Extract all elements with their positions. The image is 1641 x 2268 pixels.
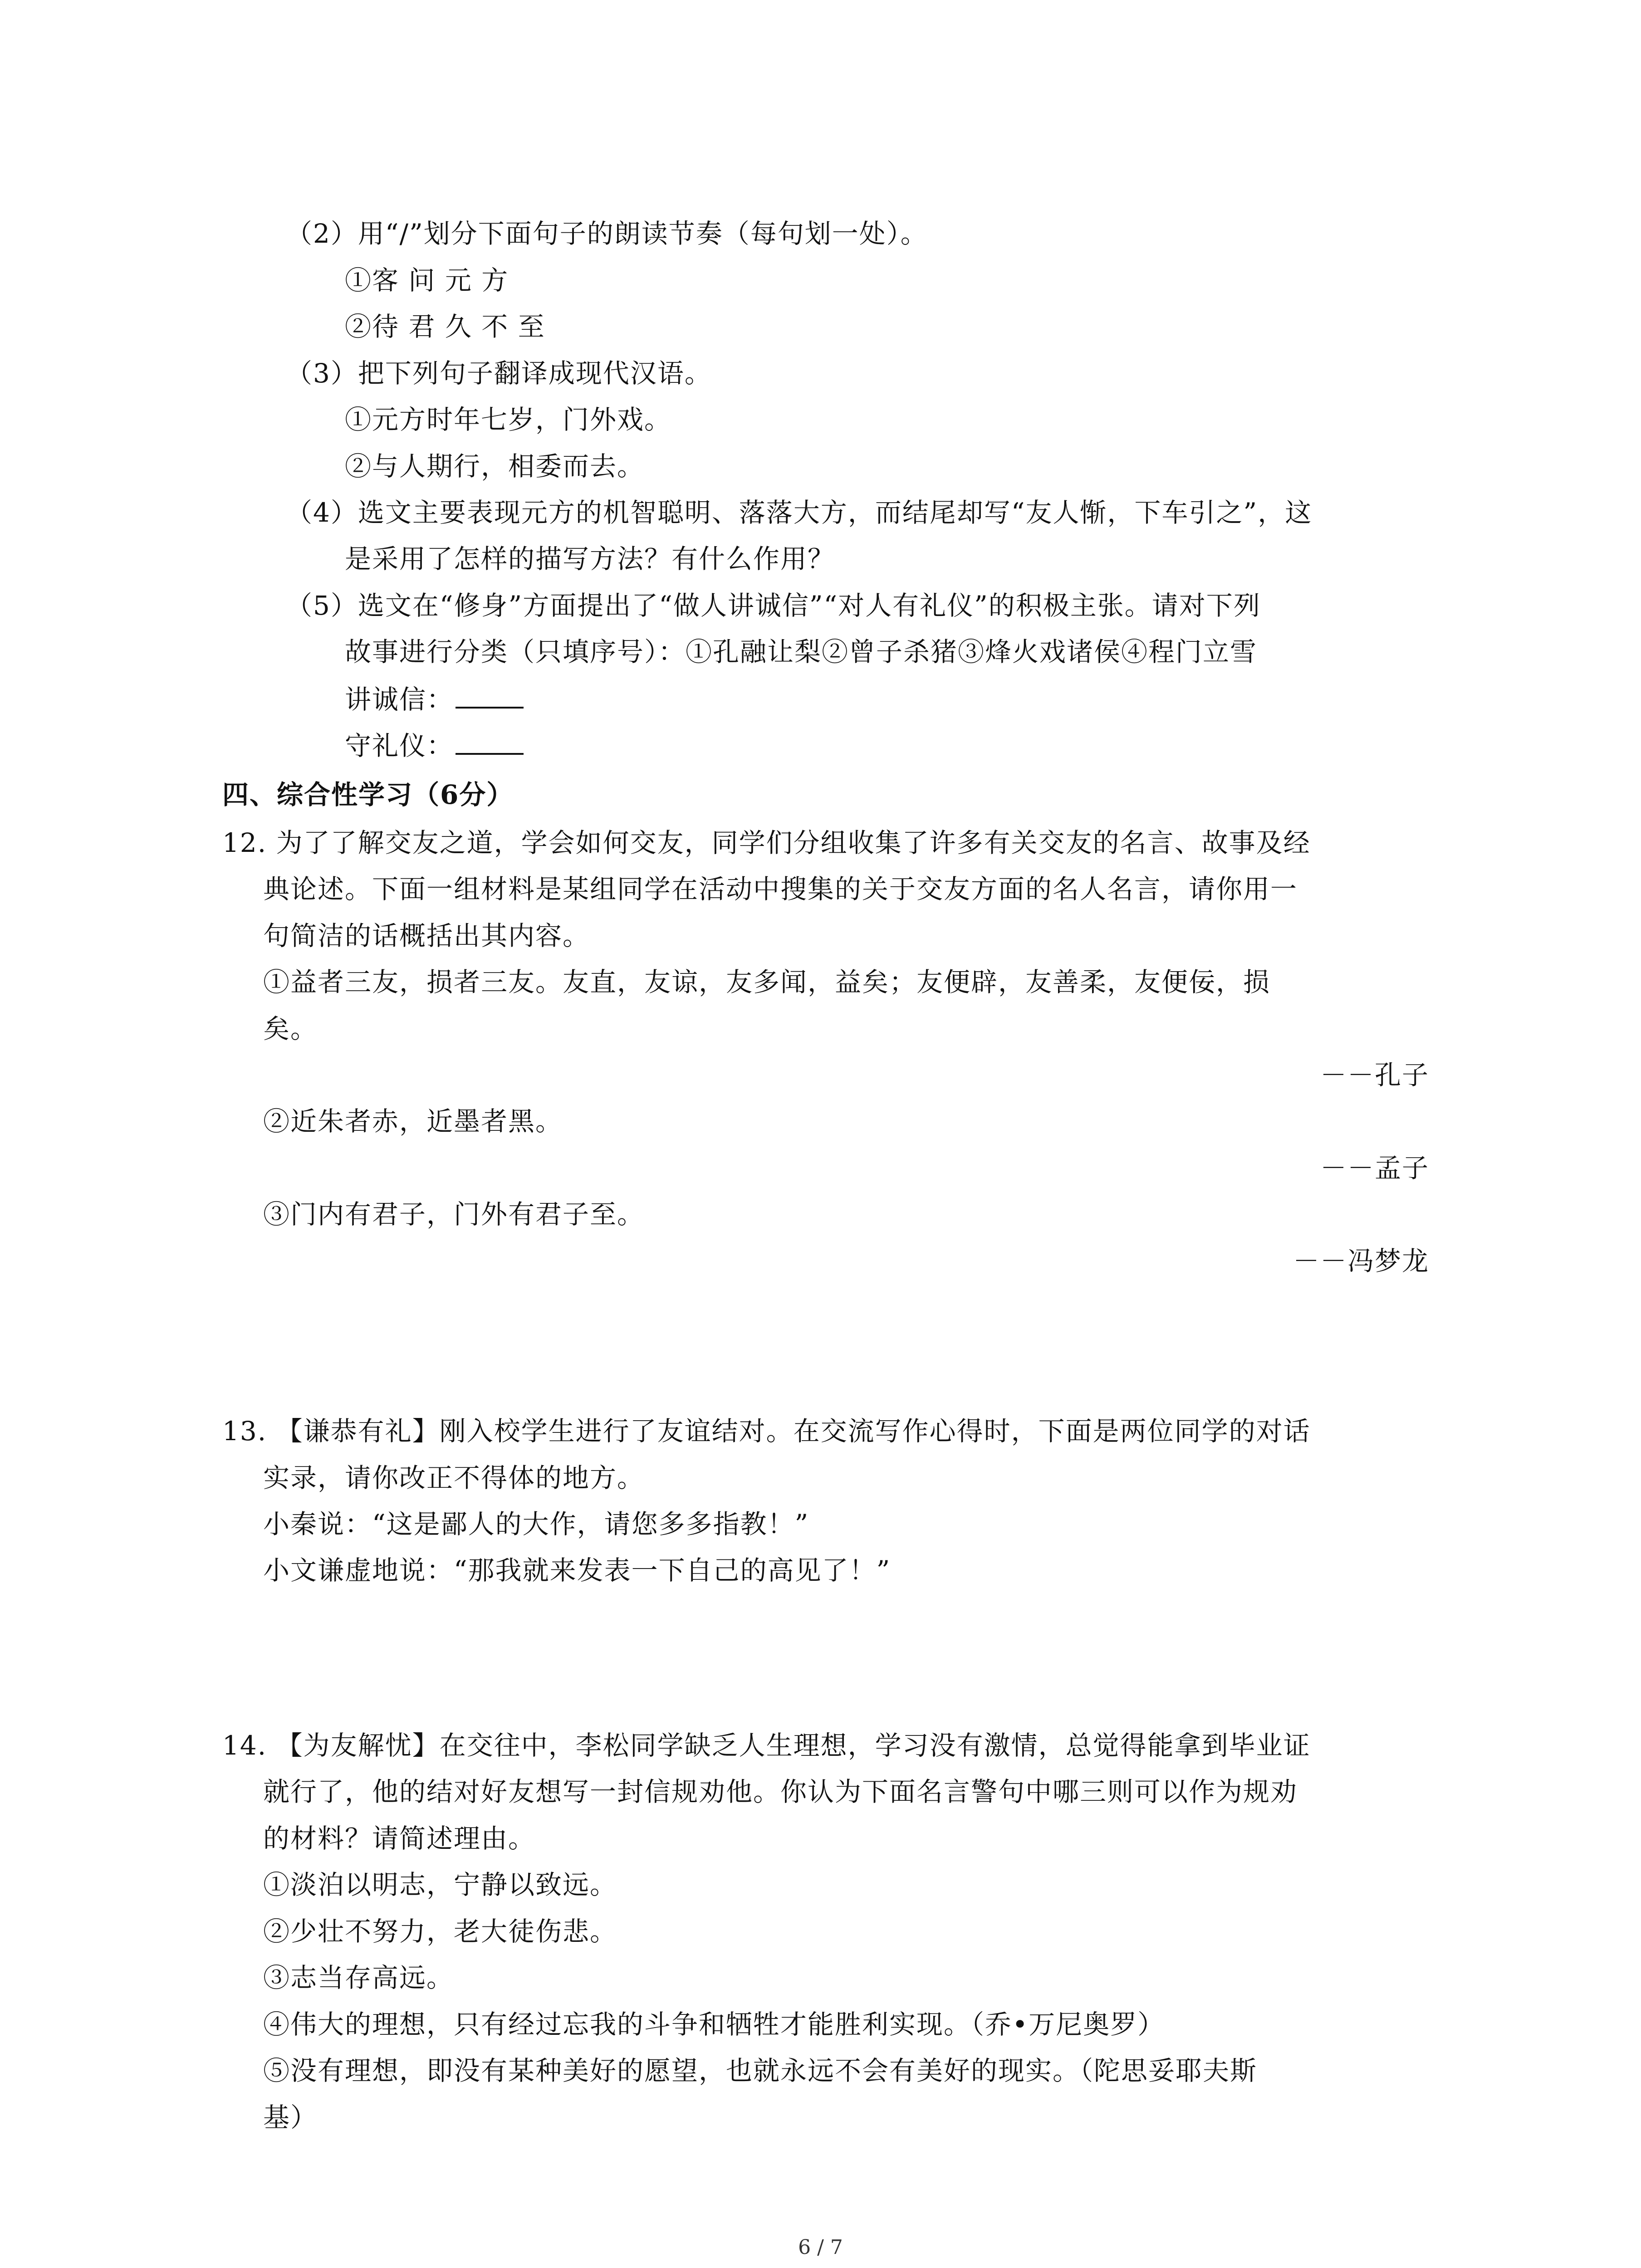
q14-line2: 就行了，他的结对好友想写一封信规劝他。你认为下面名言警句中哪三则可以作为规劝 bbox=[263, 1776, 1298, 1807]
q12-quote3-author: －－冯梦龙 bbox=[1293, 1246, 1429, 1276]
q11-part5-line1: （5）选文在“修身”方面提出了“做人讲诚信”“对人有礼仪”的积极主张。请对下列 bbox=[286, 590, 1261, 621]
q14-saying1: ①淡泊以明志，宁静以致远。 bbox=[263, 1869, 617, 1900]
q12-quote3: ③门内有君子，门外有君子至。 bbox=[263, 1199, 645, 1230]
q14-line1: 14. 【为友解忧】在交往中，李松同学缺乏人生理想，学习没有激情，总觉得能拿到毕业证 bbox=[222, 1730, 1311, 1761]
q14-saying5-line2: 基） bbox=[263, 2102, 318, 2133]
courtesy-label: 守礼仪： bbox=[345, 730, 454, 761]
q11-part4-line2: 是采用了怎样的描写方法？有什么作用？ bbox=[345, 543, 835, 574]
q12-quote1-line1: ①益者三友，损者三友。友直，友谅，友多闻，益矣；友便辟，友善柔，友便佞，损 bbox=[263, 967, 1271, 997]
q12-line2: 典论述。下面一组材料是某组同学在活动中搜集的关于交友方面的名人名言，请你用一 bbox=[263, 874, 1298, 904]
q12-quote2: ②近朱者赤，近墨者黑。 bbox=[263, 1106, 563, 1137]
q13-line1: 13. 【谦恭有礼】刚入校学生进行了友谊结对。在交流写作心得时，下面是两位同学的对话 bbox=[222, 1416, 1311, 1447]
section-heading: 四、综合性学习（6分） bbox=[222, 779, 514, 810]
q11-courtesy-answer-row bbox=[345, 727, 524, 764]
q14-saying5-line1: ⑤没有理想，即没有某种美好的愿望，也就永远不会有美好的现实。（陀思妥耶夫斯 bbox=[263, 2055, 1258, 2086]
q11-part3-sentence-b: ②与人期行，相委而去。 bbox=[345, 451, 645, 482]
q11-part2-prompt: （2）用“/”划分下面句子的朗读节奏（每句划一处）。 bbox=[286, 218, 928, 249]
q14-saying3: ③志当存高远。 bbox=[263, 1962, 454, 1993]
q13-dialogue2: 小文谦虚地说：“那我就来发表一下自己的高见了！” bbox=[263, 1555, 891, 1586]
q12-line3: 句简洁的话概括出其内容。 bbox=[263, 920, 590, 951]
q14-saying2: ②少壮不努力，老大徒伤悲。 bbox=[263, 1916, 617, 1947]
q11-honesty-answer-row bbox=[345, 680, 524, 718]
q12-line1: 12. 为了了解交友之道，学会如何交友，同学们分组收集了许多有关交友的名言、故事及经 bbox=[222, 827, 1311, 858]
q11-part2-sentence-a: ①客 问 元 方 bbox=[345, 265, 509, 296]
q11-part4-line1: （4）选文主要表现元方的机智聪明、落落大方，而结尾却写“友人惭，下车引之”，这 bbox=[286, 497, 1313, 528]
q11-part5-line2: 故事进行分类（只填序号）：①孔融让梨②曾子杀猪③烽火戏诸侯④程门立雪 bbox=[345, 636, 1258, 667]
q11-part3-sentence-a: ①元方时年七岁，门外戏。 bbox=[345, 404, 672, 435]
honesty-answer-blank[interactable] bbox=[456, 680, 524, 709]
courtesy-answer-blank[interactable] bbox=[456, 727, 524, 755]
honesty-label: 讲诚信： bbox=[345, 684, 454, 715]
q11-part2-sentence-b: ②待 君 久 不 至 bbox=[345, 311, 545, 342]
q11-part3-prompt: （3）把下列句子翻译成现代汉语。 bbox=[286, 358, 712, 389]
q12-quote1-line2: 矣。 bbox=[263, 1013, 318, 1044]
q13-line2: 实录，请你改正不得体的地方。 bbox=[263, 1462, 645, 1493]
page-number: 6 / 7 bbox=[798, 2236, 843, 2259]
q13-dialogue1: 小秦说：“这是鄙人的大作，请您多多指教！” bbox=[263, 1509, 809, 1540]
q14-line3: 的材料？请简述理由。 bbox=[263, 1823, 536, 1854]
q14-saying4: ④伟大的理想，只有经过忘我的斗争和牺牲才能胜利实现。（乔•万尼奥罗） bbox=[263, 2009, 1165, 2040]
q12-quote1-author: －－孔子 bbox=[1320, 1060, 1429, 1090]
q12-quote2-author: －－孟子 bbox=[1320, 1153, 1429, 1183]
